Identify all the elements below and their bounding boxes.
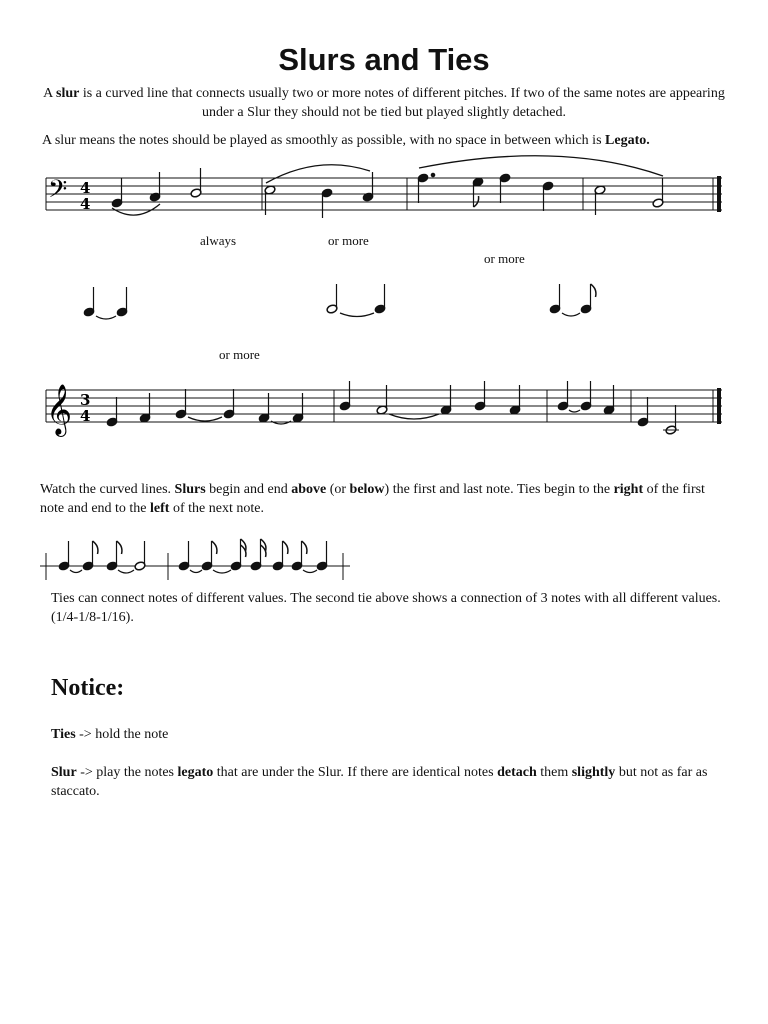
page-title: Slurs and Ties: [278, 42, 490, 77]
bass-measure-4: [419, 156, 664, 215]
label-or-more: or more: [484, 251, 525, 266]
tie-arc: [213, 570, 231, 573]
slur-arc: [569, 410, 580, 412]
legato-definition: A slur means the notes should be played as smoothly as possible, with no space in between which is Legato.: [42, 133, 650, 148]
treble-clef-icon: 𝄞: [46, 384, 73, 435]
tie-arc: [70, 570, 82, 573]
tie-arc: [562, 313, 580, 316]
tie-arc: [118, 570, 134, 573]
watch-curved-lines-text: Watch the curved lines. Slurs begin and end above (or below) the first and last note. Ties begin to the right of the first note and end to the left of the next note.: [40, 482, 705, 516]
bass-staff: [46, 176, 722, 212]
time-signature-top: 3: [80, 391, 91, 409]
tie-arc: [340, 313, 374, 317]
slur-definition: A slur is a curved line that connects usually two or more notes of different pitches. If two of the same notes are appearing under a Slur they should not be tied but played slightly detached.: [43, 86, 725, 120]
tie-arc: [303, 570, 317, 573]
label-always: always: [200, 233, 237, 248]
flag: [591, 284, 596, 297]
time-signature-top: 4: [80, 179, 91, 197]
slur-arc: [419, 156, 663, 176]
ties-values-text: Ties can connect notes of different values. The second tie above shows a connection of 3 notes with all different values. (1/4-1/8-1/16).: [51, 591, 721, 625]
dot: [431, 173, 435, 177]
tie-arc: [96, 316, 116, 319]
notice-ties: Ties -> hold the note: [51, 727, 169, 742]
bass-measure-1: [111, 168, 202, 215]
example-tie-quarters: [83, 287, 128, 319]
example-tie-half-quarter: [326, 284, 386, 317]
notice-slur: Slur -> play the notes legato that are under the Slur. If there are identical notes detach them slightly but not as far as staccato.: [51, 765, 708, 799]
ties-different-values: [40, 539, 350, 580]
label-or-more: or more: [219, 347, 260, 362]
time-signature-bottom: 4: [80, 195, 91, 213]
slur-arc: [266, 165, 370, 183]
label-or-more: or more: [328, 233, 369, 248]
example-tie-quarter-eighth: [549, 284, 596, 316]
notice-heading: Notice:: [51, 675, 125, 701]
bass-clef-icon: 𝄢: [48, 175, 68, 210]
treble-notes: [106, 381, 679, 435]
tie-arc: [188, 417, 222, 421]
tie-arc: [389, 414, 439, 419]
bass-measure-3: [417, 173, 554, 211]
tie-arc: [190, 570, 202, 573]
time-signature-bottom: 4: [80, 407, 91, 425]
